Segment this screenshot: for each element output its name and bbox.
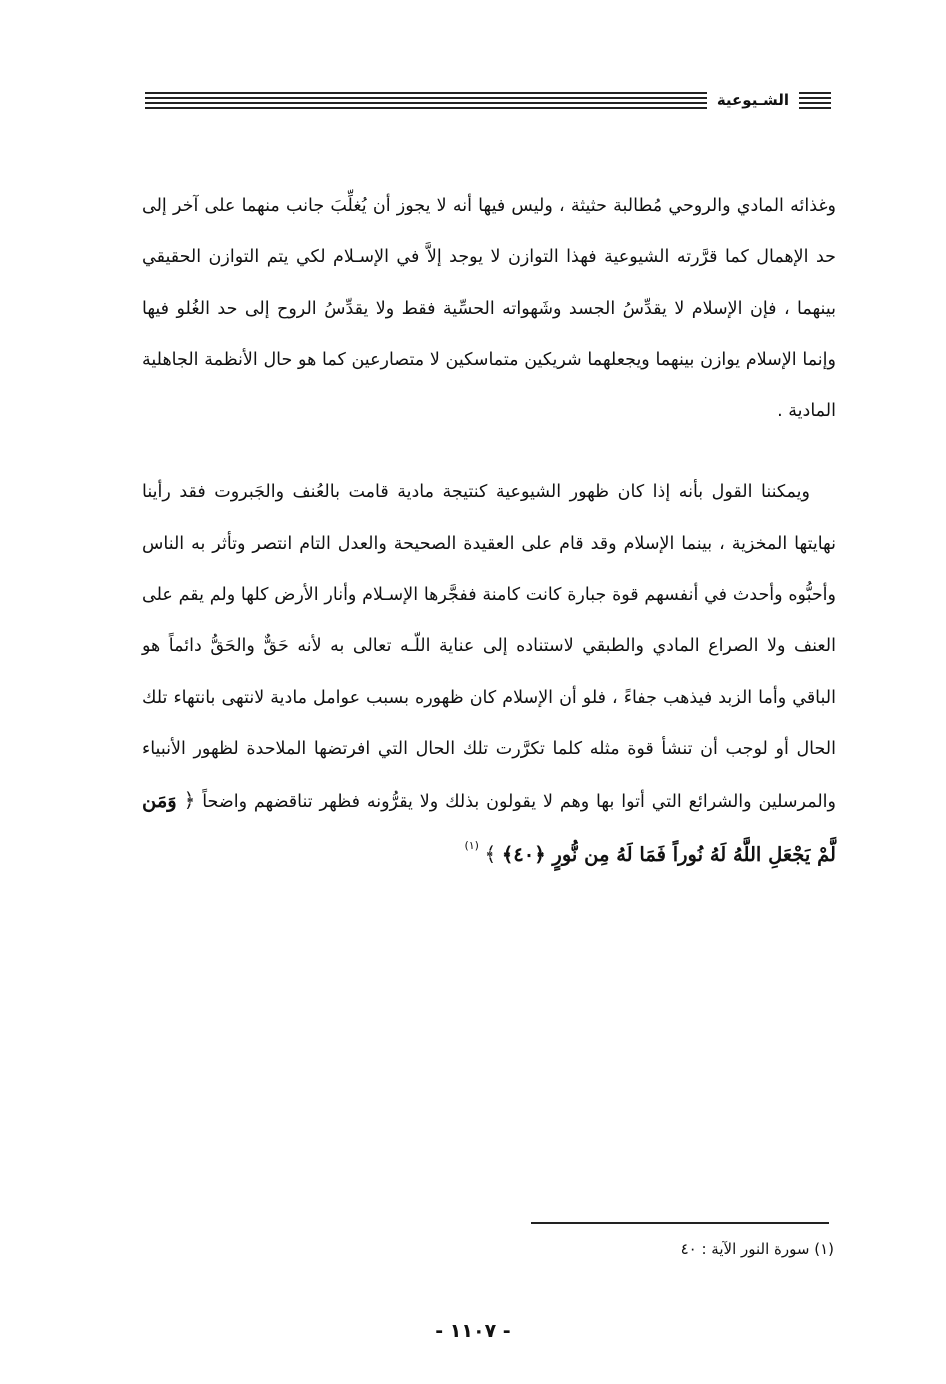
footnote-divider (531, 1222, 829, 1224)
header-rule-right (799, 92, 831, 109)
paragraph-2 (142, 467, 836, 881)
header-rule-left (145, 92, 707, 109)
paragraph-1: وغذائه المادي والروحي مُطالبة حثيثة ، وليس فيها أنه لا يجوز أن يُغلِّبَ جانب منهما على آخر إلى حد الإهمال كما قرَّرته الشيوعية فهذا التوازن لا يوجد إلاَّ في الإسـلام لكي يتم التوازن الحقيقي بينهما ، فإن الإسلام لا يقدِّسُ الجسد وشَهواته الحسِّية فقط ولا يقدِّسُ الروح إلى حد الغُلو فيها وإنما الإسلام يوازن بينهما ويجعلهما شريكين متماسكين لا متصارعين كما هو حال الأنظمة الجاهلية المادية . (142, 196, 836, 422)
footnote: (١) سورة النور الآية : ٤٠ (680, 1240, 834, 1258)
quran-verse: وَمَن لَّمْ يَجْعَلِ اللَّهُ لَهُ نُوراً فَمَا لَهُ مِن نُّورٍ ﴿٤٠﴾ (142, 789, 836, 866)
footnote-reference: (١) (464, 838, 479, 852)
page-number: - ١١٠٧ - (435, 1320, 511, 1342)
verse-open-bracket: ﴿ (183, 788, 196, 813)
header-title: الشـيوعية (716, 91, 789, 109)
verse-close-bracket: ﴾ (484, 841, 497, 866)
paragraph-2-text: ويمكننا القول بأنه إذا كان ظهور الشيوعية كنتيجة مادية قامت بالعُنف والجَبروت فقد رأينا نهايتها المخزية ، بينما الإسلام وقد قام على العقيدة الصحيحة والعدل التام انتصر وتأثر به الناس وأحبُّوه وأحدث في أنفسهم قوة جبارة كانت كامنة ففجَّرها الإسـلام وأنار الأرض كلها ولم يقم على العنف ولا الصراع المادي والطبقي لاستناده إلى عناية اللّـه تعالى به لأنه حَقٌّ والحَقُّ دائماً هو الباقي وأما الزبد فيذهب جفاءً ، فلو أن الإسلام كان ظهوره بسبب عوامل مادية لانتهى بانتهاء تلك الحال أو لوجب أن تنشأ قوة مثله كلما تكرَّرت تلك الحال التي افرتضها الملاحدة لظهور الأنبياء والمرسلين والشرائع التي أتوا بها وهم لا يقولون بذلك ولا يقرُّونه فظهر تناقضهم واضحاً (142, 482, 836, 813)
running-header (145, 88, 831, 112)
body-text (142, 181, 836, 882)
